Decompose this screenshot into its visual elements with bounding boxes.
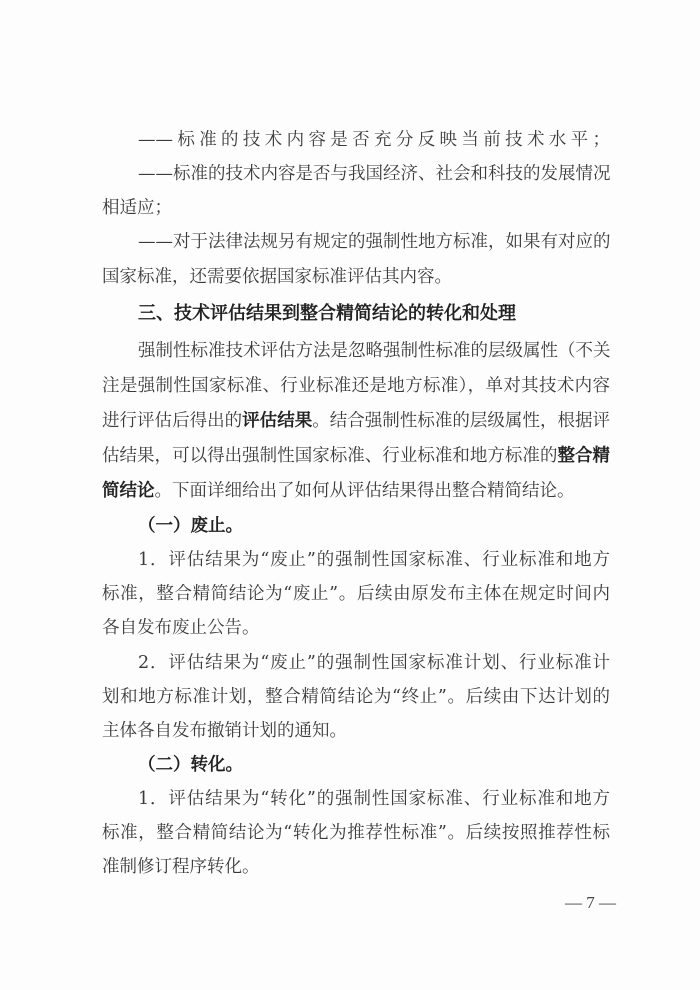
page-number: — 7 — — [565, 893, 616, 912]
text-line — [102, 369, 610, 403]
text-segment: ——对于法律法规另有规定的强制性地方标准，如果有对应的 — [138, 232, 611, 252]
text-segment: 国家标准，还需要依据国家标准评估其内容。 — [102, 267, 452, 287]
text-line — [102, 404, 610, 438]
text-line — [102, 611, 610, 645]
text-segment: 。下面详细给出了如何从评估结果得出整合精简结论。 — [154, 481, 575, 501]
text-segment: 注是强制性国家标准、行业标准还是地方标准），单对其技术内容 — [102, 376, 610, 396]
section-heading — [102, 297, 610, 331]
text-segment: 准制修订程序转化。 — [102, 857, 260, 877]
text-segment: 标准，整合精简结论为“转化为推荐性标准”。后续按照推荐性标 — [102, 823, 610, 843]
text-line — [102, 680, 610, 714]
text-line — [102, 850, 610, 884]
text-segment: 各自发布废止公告。 — [102, 618, 260, 638]
bold-term: 简结论 — [102, 481, 155, 501]
text-segment: ——标准的技术内容是否与我国经济、社会和科技的发展情况 — [138, 164, 611, 184]
text-line — [102, 474, 610, 508]
subheading-abolish — [102, 509, 610, 543]
text-segment: 估结果，可以得出强制性国家标准、行业标准和地方标准的 — [102, 446, 558, 466]
text-segment: 1．评估结果为“转化”的强制性国家标准、行业标准和地方 — [138, 789, 610, 809]
text-line — [102, 782, 610, 816]
text-line — [102, 157, 610, 191]
text-line — [102, 543, 610, 577]
text-line — [102, 225, 610, 259]
text-line — [102, 816, 610, 850]
text-line — [102, 714, 610, 748]
text-line — [102, 260, 610, 294]
text-line — [102, 439, 610, 473]
subheading-text: （二）转化。 — [138, 755, 243, 775]
text-segment: 1．评估结果为“废止”的强制性国家标准、行业标准和地方 — [138, 550, 610, 570]
text-segment: ——标准的技术内容是否充分反映当前技术水平； — [138, 130, 610, 150]
text-segment: 。结合强制性标准的层级属性，根据评 — [312, 411, 611, 431]
subheading-text: （一）废止。 — [138, 516, 243, 536]
heading-text: 三、技术评估结果到整合精简结论的转化和处理 — [138, 303, 516, 324]
text-segment: 标准，整合精简结论为“废止”。后续由原发布主体在规定时间内 — [102, 584, 610, 604]
text-segment: 进行评估后得出的 — [102, 411, 243, 431]
text-line — [102, 577, 610, 611]
text-line — [102, 123, 610, 157]
text-segment: 2．评估结果为“废止”的强制性国家标准计划、行业标准计 — [138, 653, 610, 673]
text-line — [102, 191, 610, 225]
text-segment: 强制性标准技术评估方法是忽略强制性标准的层级属性（不关 — [138, 341, 611, 361]
text-line — [102, 334, 610, 368]
text-segment: 主体各自发布撤销计划的通知。 — [102, 721, 347, 741]
bold-term: 评估结果 — [242, 411, 313, 431]
text-segment: 相适应； — [102, 198, 172, 218]
subheading-convert — [102, 748, 610, 782]
text-segment: 划和地方标准计划，整合精简结论为“终止”。后续由下达计划的 — [102, 687, 610, 707]
text-line — [102, 646, 610, 680]
bold-term: 整合精 — [557, 446, 611, 466]
